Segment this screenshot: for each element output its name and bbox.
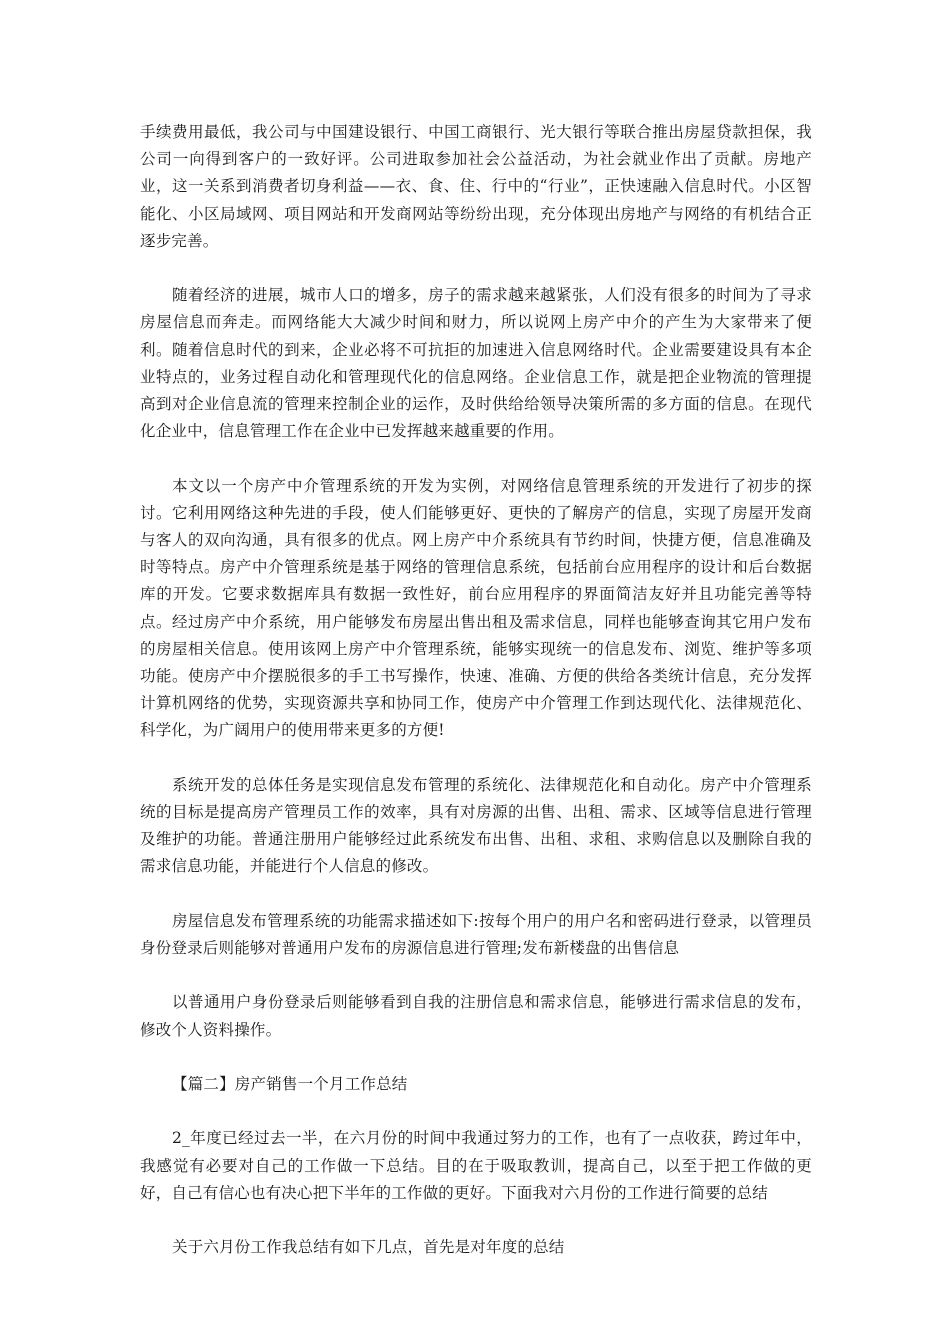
paragraph: 随着经济的进展，城市人口的增多，房子的需求越来越紧张，人们没有很多的时间为了寻求房屋信息而奔走。而网络能大大减少时间和财力，所以说网上房产中介的产生为大家带来了便利。随着信息时代的到来，企业必将不可抗拒的加速进入信息网络时代。企业需要建设具有本企业特点的，业务过程自动化和管理现代化的信息网络。企业信息工作，就是把企业物流的管理提高到对企业信息流的管理来控制企业的运作，及时供给给领导决策所需的多方面的信息。在现代化企业中，信息管理工作在企业中已发挥越来越重要的作用。: [140, 286, 812, 441]
section-heading: 【篇二】房产销售一个月工作总结: [172, 1075, 408, 1094]
paragraph: 以普通用户身份登录后则能够看到自我的注册信息和需求信息，能够进行需求信息的发布，修改个人资料操作。: [140, 993, 812, 1039]
paragraph: 本文以一个房产中介管理系统的开发为实例，对网络信息管理系统的开发进行了初步的探讨。它利用网络这种先进的手段，使人们能够更好、更快的了解房产的信息，实现了房屋开发商与客人的双向沟通，具有很多的优点。网上房产中介系统具有节约时间，快捷方便，信息准确及时等特点。房产中介管理系统是基于网络的管理信息系统，包括前台应用程序的设计和后台数据库的开发。它要求数据库具有数据一致性好，前台应用程序的界面简洁友好并且功能完善等特点。经过房产中介系统，用户能够发布房屋出售出租及需求信息，同样也能够查询其它用户发布的房屋相关信息。使用该网上房产中介管理系统，能够实现统一的信息发布、浏览、维护等多项功能。使房产中介摆脱很多的手工书写操作，快速、准确、方便的供给各类统计信息，充分发挥计算机网络的优势，实现资源共享和协同工作，使房产中介管理工作到达现代化、法律规范化、科学化，为广阔用户的使用带来更多的方便!: [140, 476, 812, 740]
document-body: [140, 119, 812, 1289]
paragraph: 关于六月份工作我总结有如下几点，首先是对年度的总结: [172, 1238, 565, 1257]
paragraph: 2_年度已经过去一半，在六月份的时间中我通过努力的工作，也有了一点收获，跨过年中，我感觉有必要对自己的工作做一下总结。目的在于吸取教训，提高自己，以至于把工作做的更好，自己有信心也有决心把下半年的工作做的更好。下面我对六月份的工作进行简要的总结: [140, 1129, 812, 1202]
paragraph-continued: 手续费用最低，我公司与中国建设银行、中国工商银行、光大银行等联合推出房屋贷款担保，我公司一向得到客户的一致好评。公司进取参加社会公益活动，为社会就业作出了贡献。房地产业，这一关系到消费者切身利益——衣、食、住、行中的“行业”，正快速融入信息时代。小区智能化、小区局域网、项目网站和开发商网站等纷纷出现，充分体现出房地产与网络的有机结合正逐步完善。: [140, 123, 812, 250]
paragraph: 系统开发的总体任务是实现信息发布管理的系统化、法律规范化和自动化。房产中介管理系统的目标是提高房产管理员工作的效率，具有对房源的出售、出租、需求、区域等信息进行管理及维护的功能。普通注册用户能够经过此系统发布出售、出租、求租、求购信息以及删除自我的需求信息功能，并能进行个人信息的修改。: [140, 775, 812, 876]
paragraph: 房屋信息发布管理系统的功能需求描述如下:按每个用户的用户名和密码进行登录，以管理员身份登录后则能够对普通用户发布的房源信息进行管理;发布新楼盘的出售信息: [140, 911, 812, 958]
